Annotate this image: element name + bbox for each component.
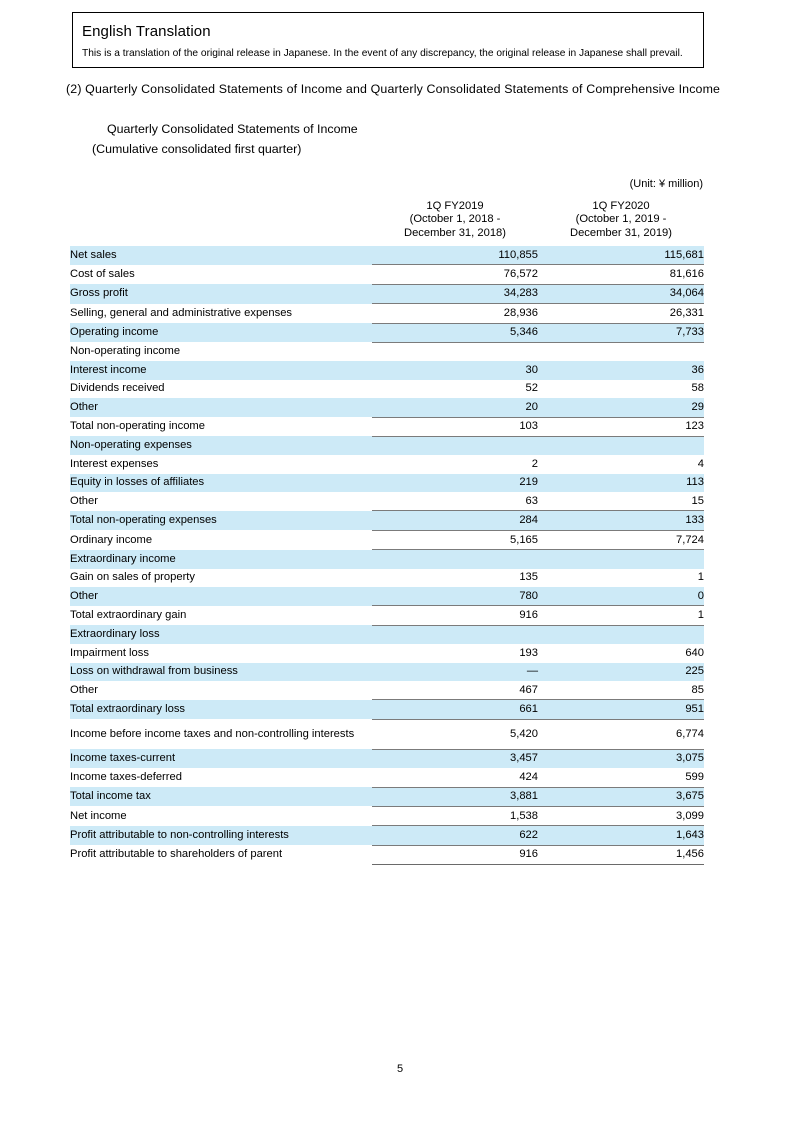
row-label: Income taxes-current bbox=[70, 749, 372, 768]
row-label: Net sales bbox=[70, 246, 372, 265]
row-value-fy2019: — bbox=[372, 663, 538, 681]
page-number: 5 bbox=[396, 1063, 404, 1075]
row-value-fy2020: 951 bbox=[538, 700, 704, 719]
table-row bbox=[70, 663, 704, 681]
header-fy2019-line2: (October 1, 2018 - bbox=[409, 213, 501, 226]
table-row bbox=[70, 569, 704, 587]
row-label: Total income tax bbox=[70, 787, 372, 806]
banner-title: English Translation bbox=[82, 23, 211, 40]
row-label: Non-operating expenses bbox=[70, 436, 372, 455]
table-row bbox=[70, 304, 704, 323]
row-value-fy2020: 29 bbox=[538, 398, 704, 417]
row-value-fy2019: 5,346 bbox=[372, 323, 538, 342]
section-heading: (2) Quarterly Consolidated Statements of Income and Quarterly Consolidated Statements of Comprehensive Income bbox=[66, 82, 721, 96]
row-label: Gain on sales of property bbox=[70, 571, 195, 584]
table-row bbox=[70, 749, 704, 768]
row-value-fy2019: 916 bbox=[372, 845, 538, 864]
row-value-fy2020: 1 bbox=[538, 606, 704, 625]
table-row bbox=[70, 492, 704, 511]
row-value-fy2019: 916 bbox=[372, 606, 538, 625]
row-value-fy2019: 219 bbox=[372, 474, 538, 492]
row-value-fy2019: 135 bbox=[519, 571, 538, 584]
row-value-fy2020: 7,724 bbox=[538, 530, 704, 549]
table-row bbox=[70, 719, 704, 749]
table-row bbox=[70, 511, 704, 530]
row-label: Ordinary income bbox=[70, 533, 153, 546]
table-row bbox=[70, 700, 704, 719]
row-value-fy2020: 7,733 bbox=[538, 323, 704, 342]
english-translation-banner bbox=[72, 12, 704, 68]
row-value-fy2020: 81,616 bbox=[538, 265, 704, 284]
header-fy2020-line3: December 31, 2019) bbox=[570, 226, 672, 239]
row-label: Total extraordinary gain bbox=[70, 609, 187, 622]
header-col-fy2020 bbox=[538, 194, 704, 246]
row-label: Income before income taxes and non-controlling interests bbox=[70, 727, 355, 740]
table-row bbox=[70, 606, 704, 625]
table-row bbox=[70, 455, 704, 473]
table-row bbox=[70, 246, 704, 265]
row-value-fy2019: 5,420 bbox=[372, 719, 538, 749]
row-label: Total extraordinary loss bbox=[70, 700, 372, 719]
row-value-fy2019: 424 bbox=[372, 768, 538, 787]
row-value-fy2019: 30 bbox=[372, 361, 538, 379]
table-row bbox=[70, 550, 704, 569]
row-label: Profit attributable to non-controlling interests bbox=[70, 826, 372, 845]
row-value-fy2019 bbox=[372, 436, 538, 455]
header-fy2020-line2: (October 1, 2019 - bbox=[575, 213, 667, 226]
row-value-fy2020: 1 bbox=[697, 571, 704, 584]
row-value-fy2020 bbox=[538, 342, 704, 361]
row-value-fy2019: 76,572 bbox=[372, 265, 538, 284]
row-label: Loss on withdrawal from business bbox=[70, 663, 372, 681]
banner-disclaimer: This is a translation of the original release in Japanese. In the event of any discrepancy, the original release in Japanese shall prevail. bbox=[82, 48, 683, 59]
row-value-fy2019: 63 bbox=[372, 492, 538, 511]
table-row bbox=[70, 787, 704, 806]
table-row bbox=[70, 587, 704, 606]
row-label: Other bbox=[70, 683, 98, 696]
unit-note: (Unit: ¥ million) bbox=[629, 178, 703, 190]
row-label: Impairment loss bbox=[70, 646, 149, 659]
row-value-fy2020 bbox=[538, 625, 704, 644]
income-statement-table bbox=[70, 194, 704, 865]
row-value-fy2019: 103 bbox=[372, 417, 538, 436]
header-col-fy2019 bbox=[372, 194, 538, 246]
row-value-fy2020: 85 bbox=[538, 681, 704, 700]
row-value-fy2020: 113 bbox=[538, 474, 704, 492]
row-label: Other bbox=[70, 495, 98, 508]
row-label: Dividends received bbox=[70, 382, 165, 395]
table-row bbox=[70, 361, 704, 379]
row-label: Profit attributable to shareholders of parent bbox=[70, 848, 283, 861]
table-row bbox=[70, 436, 704, 455]
header-blank-cell bbox=[70, 194, 372, 246]
table-row bbox=[70, 681, 704, 700]
row-value-fy2020: 15 bbox=[538, 492, 704, 511]
row-label: Extraordinary loss bbox=[70, 625, 372, 644]
row-value-fy2019: 780 bbox=[372, 587, 538, 606]
row-value-fy2019 bbox=[372, 625, 538, 644]
row-value-fy2019 bbox=[372, 550, 538, 569]
row-value-fy2019: 20 bbox=[372, 398, 538, 417]
table-row bbox=[70, 380, 704, 398]
table-row bbox=[70, 625, 704, 644]
row-value-fy2019: 110,855 bbox=[372, 246, 538, 265]
header-fy2019-line3: December 31, 2018) bbox=[404, 226, 506, 239]
row-value-fy2020: 3,075 bbox=[538, 749, 704, 768]
row-label: Selling, general and administrative expenses bbox=[70, 306, 293, 319]
table-row bbox=[70, 398, 704, 417]
row-value-fy2020: 0 bbox=[538, 587, 704, 606]
row-value-fy2019: 52 bbox=[525, 382, 538, 395]
table-row bbox=[70, 474, 704, 492]
row-label: Gross profit bbox=[70, 284, 372, 303]
row-value-fy2019: 2 bbox=[531, 457, 538, 470]
row-value-fy2019: 1,538 bbox=[372, 806, 538, 825]
row-label: Equity in losses of affiliates bbox=[70, 474, 372, 492]
row-value-fy2020: 4 bbox=[697, 457, 704, 470]
row-value-fy2020: 3,099 bbox=[538, 806, 704, 825]
table-header-row bbox=[70, 194, 704, 246]
period-heading: (Cumulative consolidated first quarter) bbox=[92, 142, 302, 156]
row-value-fy2020: 6,774 bbox=[538, 719, 704, 749]
row-value-fy2020: 123 bbox=[538, 417, 704, 436]
row-value-fy2020 bbox=[538, 550, 704, 569]
table-row bbox=[70, 806, 704, 825]
row-value-fy2019: 193 bbox=[519, 646, 538, 659]
row-value-fy2019: 661 bbox=[372, 700, 538, 719]
table-row bbox=[70, 342, 704, 361]
row-value-fy2019 bbox=[372, 342, 538, 361]
row-value-fy2019: 5,165 bbox=[372, 530, 538, 549]
row-label: Income taxes-deferred bbox=[70, 771, 182, 784]
row-label: Other bbox=[70, 398, 372, 417]
row-label: Non-operating income bbox=[70, 345, 181, 358]
row-value-fy2019: 34,283 bbox=[372, 284, 538, 303]
row-value-fy2020: 3,675 bbox=[538, 787, 704, 806]
row-label: Cost of sales bbox=[70, 268, 135, 281]
row-value-fy2020 bbox=[538, 436, 704, 455]
table-row bbox=[70, 768, 704, 787]
row-value-fy2019: 3,457 bbox=[372, 749, 538, 768]
row-value-fy2020: 34,064 bbox=[538, 284, 704, 303]
row-value-fy2019: 622 bbox=[372, 826, 538, 845]
row-value-fy2020: 225 bbox=[538, 663, 704, 681]
row-label: Net income bbox=[70, 809, 127, 822]
table-body bbox=[70, 246, 704, 865]
header-fy2020-line1: 1Q FY2020 bbox=[592, 199, 650, 212]
table-row bbox=[70, 530, 704, 549]
row-value-fy2020: 58 bbox=[691, 382, 704, 395]
table-row bbox=[70, 323, 704, 342]
row-label: Interest income bbox=[70, 361, 372, 379]
row-label: Total non-operating income bbox=[70, 420, 205, 433]
row-label: Extraordinary income bbox=[70, 550, 372, 569]
row-value-fy2019: 467 bbox=[372, 681, 538, 700]
row-value-fy2020: 640 bbox=[685, 646, 704, 659]
row-value-fy2019: 3,881 bbox=[372, 787, 538, 806]
row-value-fy2020: 36 bbox=[538, 361, 704, 379]
table-row bbox=[70, 417, 704, 436]
row-value-fy2020: 1,456 bbox=[538, 845, 704, 864]
header-fy2019-line1: 1Q FY2019 bbox=[426, 199, 484, 212]
table-row bbox=[70, 826, 704, 845]
row-value-fy2020: 1,643 bbox=[538, 826, 704, 845]
row-label: Other bbox=[70, 587, 372, 606]
row-label: Interest expenses bbox=[70, 457, 159, 470]
table-row bbox=[70, 644, 704, 662]
statement-heading: Quarterly Consolidated Statements of Income bbox=[107, 122, 358, 136]
row-value-fy2019: 28,936 bbox=[372, 304, 538, 323]
row-value-fy2020: 599 bbox=[538, 768, 704, 787]
table-row bbox=[70, 284, 704, 303]
row-value-fy2020: 133 bbox=[538, 511, 704, 530]
row-value-fy2019: 284 bbox=[372, 511, 538, 530]
row-label: Operating income bbox=[70, 323, 372, 342]
row-value-fy2020: 115,681 bbox=[538, 246, 704, 265]
table-row bbox=[70, 265, 704, 284]
row-value-fy2020: 26,331 bbox=[538, 304, 704, 323]
table-row bbox=[70, 845, 704, 864]
row-label: Total non-operating expenses bbox=[70, 511, 372, 530]
